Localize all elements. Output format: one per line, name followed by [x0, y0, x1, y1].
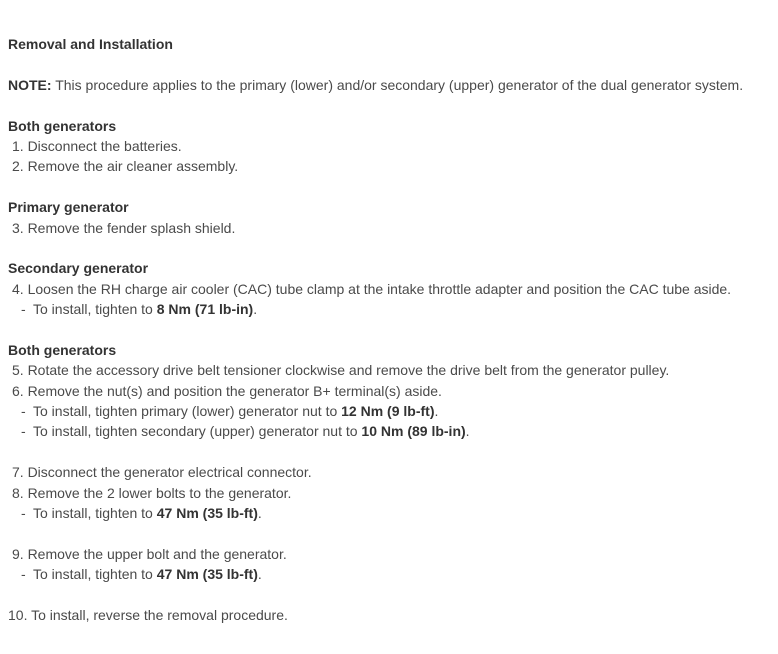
torque-value: 47 Nm (35 lb-ft)	[156, 504, 258, 521]
step-10: 10. To install, reverse the removal procedure.	[8, 606, 288, 623]
step-8-install-note	[8, 503, 770, 523]
spacer	[8, 238, 770, 258]
spacer	[8, 585, 770, 605]
procedure-document	[8, 34, 770, 625]
section-heading-both-generators-2: Both generators	[8, 341, 117, 358]
dash: -	[21, 423, 26, 440]
punctuation: .	[253, 301, 258, 318]
torque-value: 47 Nm (35 lb-ft)	[156, 566, 258, 583]
step-2: 2. Remove the air cleaner assembly.	[12, 158, 239, 175]
punctuation: .	[257, 504, 262, 521]
step-8: 8. Remove the 2 lower bolts to the generator.	[12, 484, 292, 501]
step-7: 7. Disconnect the generator electrical connector.	[12, 464, 312, 481]
step-6: 6. Remove the nut(s) and position the generator B+ terminal(s) aside.	[12, 382, 442, 399]
step-1: 1. Disconnect the batteries.	[12, 137, 182, 154]
dash: -	[21, 301, 26, 318]
install-note-text: To install, tighten to	[33, 504, 157, 521]
section-heading-both-generators: Both generators	[8, 117, 117, 134]
spacer	[8, 319, 770, 339]
dash: -	[21, 566, 26, 583]
torque-value: 8 Nm (71 lb-in)	[156, 301, 254, 318]
spacer	[8, 442, 770, 462]
step-6-install-note-secondary	[8, 421, 770, 441]
note-text: This procedure applies to the primary (lower) and/or secondary (upper) generator of the dual generator system.	[51, 76, 744, 93]
step-9: 9. Remove the upper bolt and the generator.	[12, 545, 287, 562]
spacer	[8, 54, 770, 74]
spacer	[8, 523, 770, 543]
step-9-install-note	[8, 564, 770, 584]
step-5: 5. Rotate the accessory drive belt tensioner clockwise and remove the drive belt from the generator pulley.	[12, 362, 670, 379]
install-note-text: To install, tighten secondary (upper) generator nut to	[33, 423, 362, 440]
note-label: NOTE:	[8, 76, 52, 93]
step-3: 3. Remove the fender splash shield.	[12, 219, 236, 236]
punctuation: .	[465, 423, 470, 440]
install-note-text: To install, tighten to	[33, 301, 157, 318]
section-heading-primary-generator: Primary generator	[8, 199, 129, 216]
step-4: 4. Loosen the RH charge air cooler (CAC) tube clamp at the intake throttle adapter and position the CAC tube aside.	[12, 280, 732, 297]
install-note-text: To install, tighten to	[33, 566, 157, 583]
step-4-install-note	[8, 299, 770, 319]
torque-value: 12 Nm (9 lb-ft)	[341, 403, 435, 420]
dash: -	[21, 403, 26, 420]
torque-value: 10 Nm (89 lb-in)	[361, 423, 466, 440]
step-6-install-note-primary	[8, 401, 770, 421]
spacer	[8, 177, 770, 197]
punctuation: .	[434, 403, 439, 420]
punctuation: .	[257, 566, 262, 583]
section-heading-secondary-generator: Secondary generator	[8, 260, 149, 277]
note-paragraph	[8, 75, 770, 95]
page-title: Removal and Installation	[8, 36, 173, 52]
spacer	[8, 95, 770, 115]
install-note-text: To install, tighten primary (lower) generator nut to	[33, 403, 342, 420]
dash: -	[21, 504, 26, 521]
